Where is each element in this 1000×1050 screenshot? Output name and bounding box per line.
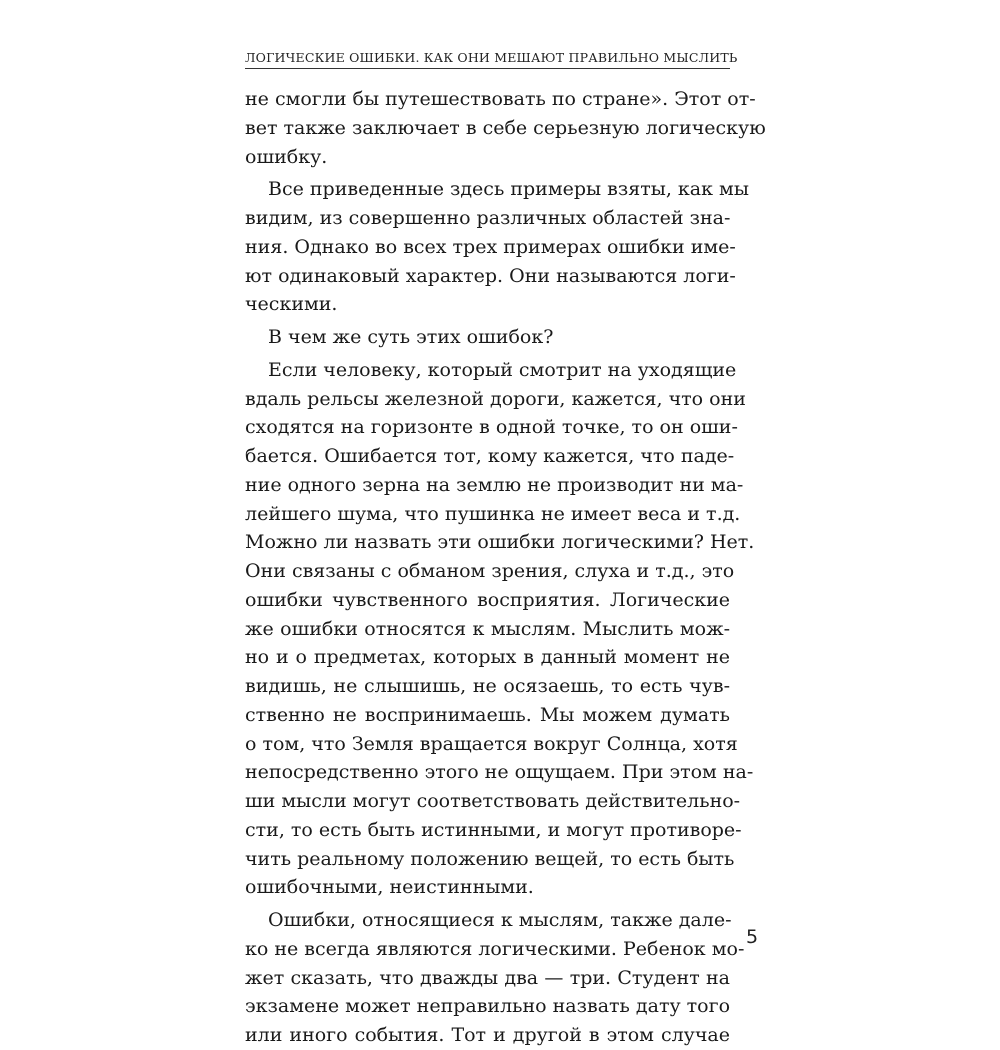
paragraph: [245, 356, 755, 902]
text-line: ние одного зерна на землю не производит ни ма-: [245, 473, 744, 496]
text-line: ошибку.: [245, 145, 328, 168]
text-line: ошибки чувственного восприятия. Логические: [245, 588, 730, 611]
text-line: бается. Ошибается тот, кому кажется, что паде-: [245, 445, 735, 467]
text-line: Ошибки, относящиеся к мыслям, также дале-: [268, 909, 732, 931]
text-line: сти, то есть быть истинными, и могут противоре-: [245, 818, 742, 841]
text-line: ши мысли могут соответствовать действительно-: [245, 790, 741, 812]
text-line: ческими.: [245, 293, 338, 316]
text-line: или иного события. Тот и другой в этом случае: [245, 1024, 730, 1046]
text-line: о том, что Земля вращается вокруг Солнца, хотя: [245, 732, 738, 755]
text-line: видишь, не слышишь, не осязаешь, то есть чув-: [245, 675, 730, 697]
paragraph: [245, 175, 749, 319]
text-line: чить реальному положению вещей, то есть быть: [245, 847, 735, 870]
paragraph: [245, 906, 745, 1050]
text-line: Можно ли назвать эти ошибки логическими? Нет.: [245, 531, 755, 554]
text-line: же ошибки относятся к мыслям. Мыслить мож-: [245, 617, 730, 640]
text-line: вдаль рельсы железной дороги, кажется, что они: [245, 387, 746, 410]
text-line: лейшего шума, что пушинка не имеет веса и т.д.: [245, 502, 741, 525]
text-line: видим, из совершенно различных областей зна-: [245, 207, 731, 229]
text-line: Все приведенные здесь примеры взяты, как мы: [268, 178, 749, 201]
text-line: ют одинаковый характер. Они называются логи-: [245, 264, 736, 287]
text-line: ния. Однако во всех трех примерах ошибки име-: [245, 235, 736, 258]
text-line: Они связаны с обманом зрения, слуха и т.д., это: [245, 560, 735, 582]
text-line: Если человеку, который смотрит на уходящие: [268, 358, 737, 381]
text-line: ошибочными, неистинными.: [245, 876, 534, 899]
text-line: сходятся на горизонте в одной точке, то он оши-: [245, 416, 738, 439]
text-line: вет также заключает в себе серьезную логическую: [245, 116, 766, 139]
body-text: [245, 85, 766, 1050]
text-line: экзамене может неправильно назвать дату того: [245, 995, 731, 1018]
text-line: не смогли бы путешествовать по стране». Этот от-: [245, 88, 756, 110]
text-line: но и о предметах, которых в данный момент не: [245, 646, 730, 669]
paragraph: [245, 85, 766, 171]
paragraph: [245, 323, 730, 352]
text-line: ственно не воспринимаешь. Мы можем думать: [245, 703, 730, 726]
page-number: 5: [746, 926, 759, 948]
text-line: жет сказать, что дважды два — три. Студент на: [245, 966, 730, 989]
header-rule: [245, 68, 730, 69]
text-line: В чем же суть этих ошибок?: [268, 326, 554, 348]
running-head: ЛОГИЧЕСКИЕ ОШИБКИ. КАК ОНИ МЕШАЮТ ПРАВИЛЬНО МЫСЛИТЬ: [245, 50, 738, 65]
text-line: непосредственно этого не ощущаем. При этом на-: [245, 761, 754, 784]
text-line: ко не всегда являются логическими. Ребенок мо-: [245, 937, 745, 960]
